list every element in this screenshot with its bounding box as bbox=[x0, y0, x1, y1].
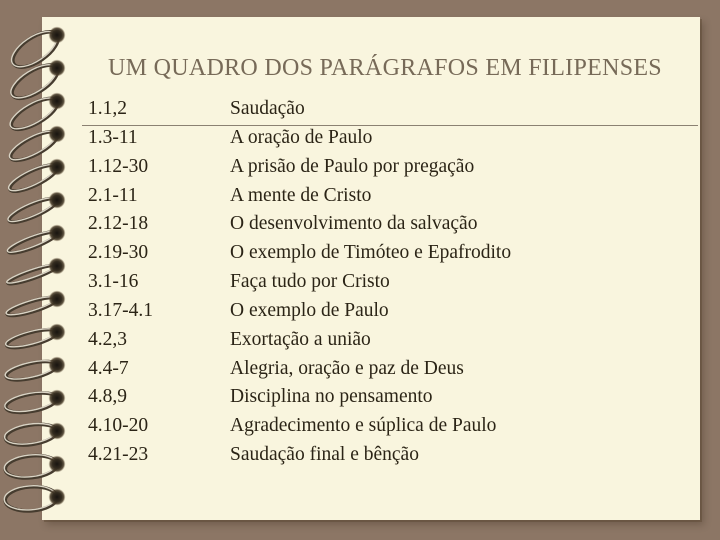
scripture-ref: 4.21-23 bbox=[88, 444, 149, 466]
scripture-ref: 1.3-11 bbox=[88, 126, 138, 148]
scripture-ref: 4.2,3 bbox=[88, 328, 127, 350]
paragraph-desc: O exemplo de Timóteo e Epafrodito bbox=[230, 242, 512, 264]
scripture-ref: 2.1-11 bbox=[88, 184, 138, 206]
table-row bbox=[82, 326, 698, 355]
paragraph-table bbox=[82, 95, 698, 470]
table-row bbox=[82, 268, 698, 297]
table-row bbox=[82, 124, 698, 153]
paragraph-desc: A prisão de Paulo por pregação bbox=[230, 155, 475, 177]
paragraph-desc: Alegria, oração e paz de Deus bbox=[230, 357, 464, 379]
paragraph-desc: Saudação bbox=[230, 98, 305, 119]
paragraph-desc: Faça tudo por Cristo bbox=[230, 271, 390, 293]
scripture-ref: 2.19-30 bbox=[88, 242, 149, 264]
spiral-binding-icon bbox=[0, 0, 90, 540]
table-row bbox=[82, 210, 698, 239]
scripture-ref: 1.1,2 bbox=[88, 98, 127, 119]
paragraph-desc: Agradecimento e súplica de Paulo bbox=[230, 415, 497, 437]
scripture-ref: 4.10-20 bbox=[88, 415, 149, 437]
scripture-ref: 3.1-16 bbox=[88, 271, 139, 293]
table-row bbox=[82, 297, 698, 326]
table-row bbox=[82, 383, 698, 412]
scripture-ref: 3.17-4.1 bbox=[88, 299, 153, 321]
scripture-ref: 4.8,9 bbox=[88, 386, 127, 408]
table-row bbox=[82, 153, 698, 182]
paragraph-desc: Disciplina no pensamento bbox=[230, 386, 433, 408]
paragraph-desc: O exemplo de Paulo bbox=[230, 299, 389, 321]
slide-title: UM QUADRO DOS PARÁGRAFOS EM FILIPENSES bbox=[108, 55, 662, 81]
table-row bbox=[82, 95, 698, 124]
notebook-page bbox=[42, 17, 700, 520]
paragraph-desc: A oração de Paulo bbox=[230, 126, 373, 148]
scripture-ref: 1.12-30 bbox=[88, 155, 149, 177]
table-row bbox=[82, 355, 698, 384]
table-row bbox=[82, 182, 698, 211]
divider-line bbox=[82, 125, 698, 127]
table-row bbox=[82, 239, 698, 268]
scripture-ref: 2.12-18 bbox=[88, 213, 149, 235]
paragraph-desc: O desenvolvimento da salvação bbox=[230, 213, 478, 235]
table-row bbox=[82, 412, 698, 441]
paragraph-desc: Exortação a união bbox=[230, 328, 371, 350]
paragraph-desc: A mente de Cristo bbox=[230, 184, 372, 206]
table-row bbox=[82, 441, 698, 470]
scripture-ref: 4.4-7 bbox=[88, 357, 129, 379]
paragraph-desc: Saudação final e bênção bbox=[230, 444, 419, 466]
